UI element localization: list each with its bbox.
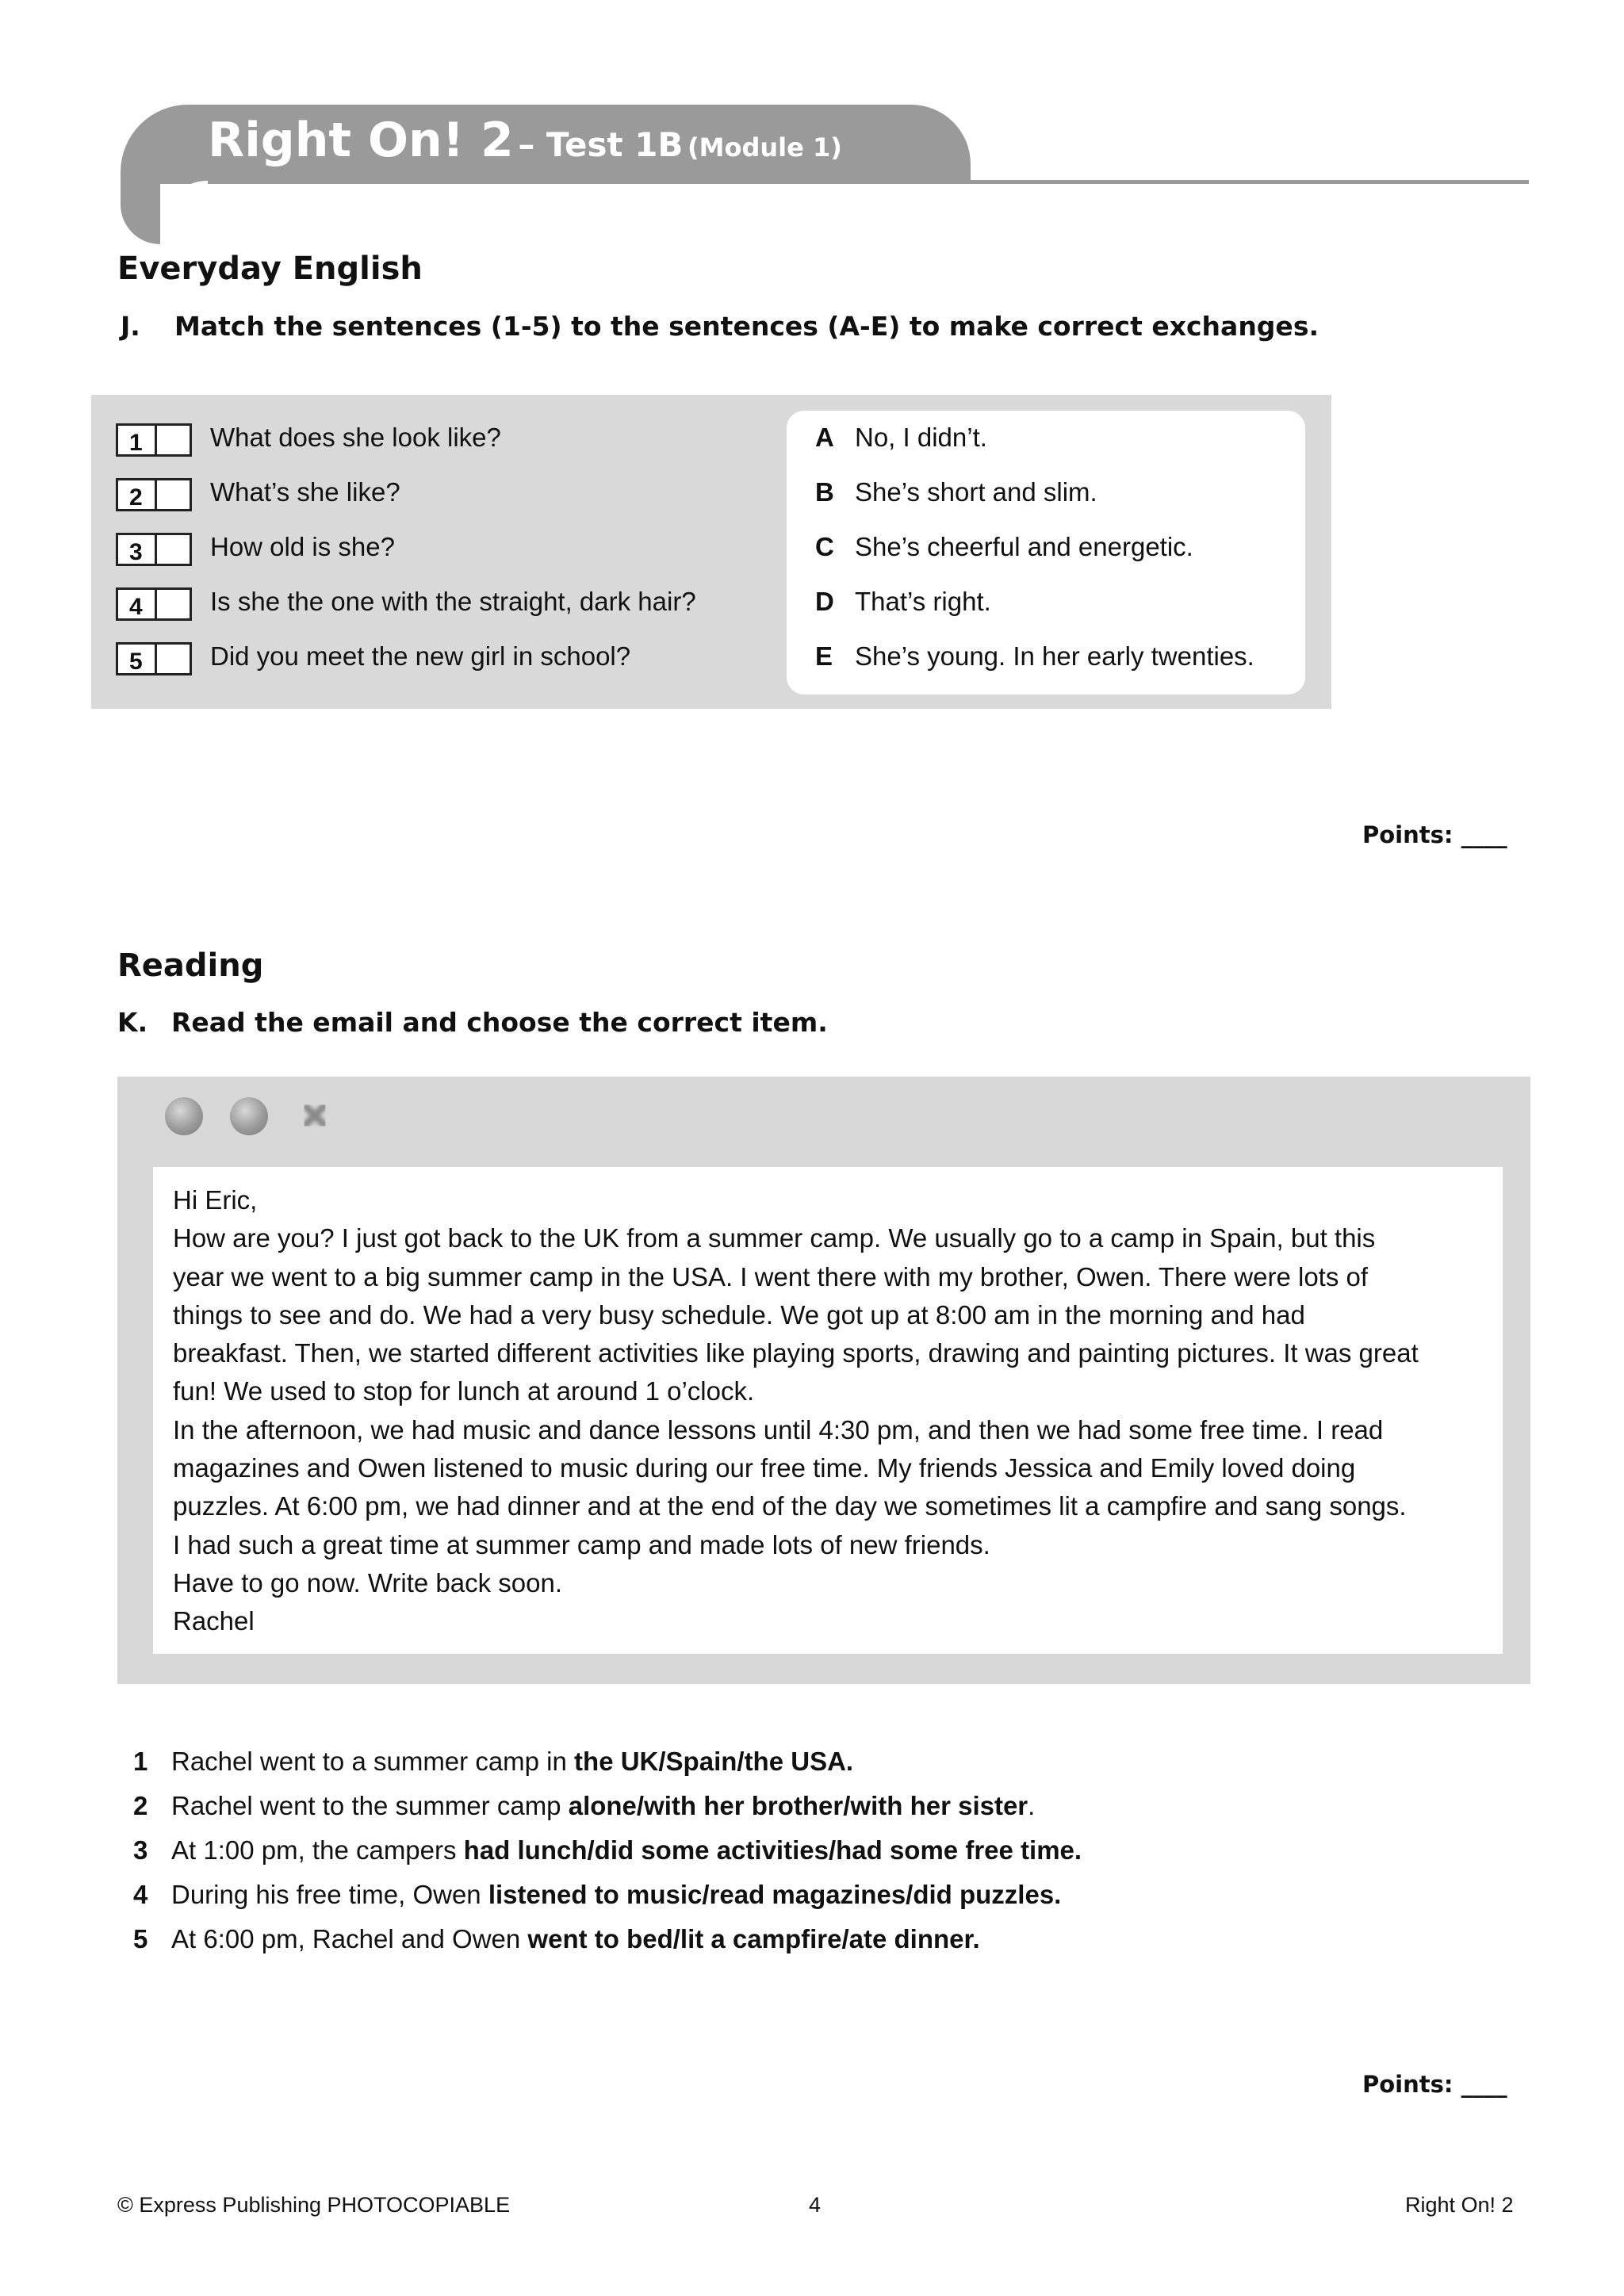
answer-box-5[interactable] <box>116 642 192 675</box>
item-options[interactable]: alone/with her brother/with her sister <box>568 1791 1028 1820</box>
task-k-instruction <box>117 1007 828 1038</box>
answer-letter: C <box>815 532 834 561</box>
answer-letter: E <box>815 641 833 671</box>
task-k-letter: K. <box>117 1007 148 1038</box>
reading-item-5 <box>133 1923 980 1955</box>
footer-book-title: Right On! 2 <box>1405 2193 1514 2217</box>
item-text: During his free time, Owen <box>171 1880 488 1909</box>
answer-box-4[interactable] <box>116 587 192 621</box>
question-text: Is she the one with the straight, dark hair? <box>210 587 696 616</box>
window-button-icon <box>165 1097 203 1135</box>
email-line: fun! We used to stop for lunch at around 1 o’clock. <box>173 1376 755 1406</box>
email-line: Hi Eric, <box>173 1185 258 1215</box>
answer-text: She’s cheerful and energetic. <box>855 532 1193 561</box>
question-text: What does she look like? <box>210 423 501 452</box>
task-j-text: Match the sentences (1-5) to the sentences (A-E) to make correct exchanges. <box>174 311 1319 342</box>
item-text: At 1:00 pm, the campers <box>171 1835 464 1865</box>
item-number: 2 <box>133 1791 148 1820</box>
points-j: Points: ____ <box>1362 821 1507 848</box>
question-number: 3 <box>129 539 143 565</box>
question-number: 4 <box>129 594 143 620</box>
email-line: breakfast. Then, we started different activities like playing sports, drawing and painting pictures. It was great <box>173 1338 1419 1368</box>
task-j-instruction <box>121 311 1319 342</box>
header-rule <box>971 180 1529 184</box>
answer-text: No, I didn’t. <box>855 423 987 452</box>
item-options[interactable]: the UK/Spain/the USA. <box>574 1747 854 1776</box>
answer-text: She’s young. In her early twenties. <box>855 641 1254 671</box>
header-tab-curve-cut <box>160 181 208 246</box>
reading-item-2 <box>133 1790 1035 1822</box>
task-k-text: Read the email and choose the correct item. <box>171 1007 828 1038</box>
item-number: 5 <box>133 1924 148 1954</box>
box-divider <box>155 426 157 454</box>
window-button-icon <box>230 1097 268 1135</box>
reading-item-4 <box>133 1879 1061 1911</box>
box-divider <box>155 645 157 673</box>
question-text: Did you meet the new girl in school? <box>210 641 631 671</box>
answer-box-1[interactable] <box>116 423 192 457</box>
answer-text: She’s short and slim. <box>855 477 1097 507</box>
title-test: – Test 1B <box>518 125 684 164</box>
item-text: At 6:00 pm, Rachel and Owen <box>171 1924 528 1954</box>
email-line: things to see and do. We had a very busy schedule. We got up at 8:00 am in the morning and had <box>173 1299 1305 1330</box>
answer-letter: A <box>815 423 834 452</box>
points-k: Points: ____ <box>1362 2071 1507 2098</box>
page-title <box>208 113 842 168</box>
footer-page-number: 4 <box>809 2193 822 2217</box>
question-text: What’s she like? <box>210 477 400 507</box>
box-divider <box>155 480 157 509</box>
answer-text: That’s right. <box>855 587 991 616</box>
email-line: magazines and Owen listened to music during our free time. My friends Jessica and Emily loved doing <box>173 1453 1356 1483</box>
item-options[interactable]: listened to music/read magazines/did puzzles. <box>488 1880 1062 1909</box>
reading-item-1 <box>133 1746 853 1777</box>
section-heading-everyday-english: Everyday English <box>117 251 423 287</box>
email-line: Rachel <box>173 1606 255 1636</box>
answer-box-3[interactable] <box>116 533 192 566</box>
answer-letter: B <box>815 477 834 507</box>
email-line: puzzles. At 6:00 pm, we had dinner and at the end of the day we sometimes lit a campfire and sang songs. <box>173 1491 1407 1521</box>
question-number: 5 <box>129 649 143 675</box>
item-text: Rachel went to the summer camp <box>171 1791 569 1820</box>
footer-copyright: © Express Publishing PHOTOCOPIABLE <box>117 2193 511 2217</box>
answer-letter: D <box>815 587 834 616</box>
item-number: 1 <box>133 1747 148 1776</box>
item-options[interactable]: had lunch/did some activities/had some free time. <box>463 1835 1082 1865</box>
email-line: year we went to a big summer camp in the USA. I went there with my brother, Owen. There were lots of <box>173 1261 1369 1292</box>
email-line: Have to go now. Write back soon. <box>173 1567 562 1598</box>
title-main: Right On! 2 <box>208 113 514 168</box>
item-number: 4 <box>133 1880 148 1909</box>
email-line: How are you? I just got back to the UK from a summer camp. We usually go to a camp in Spain, but this <box>173 1223 1376 1253</box>
window-close-icon <box>297 1097 333 1134</box>
question-number: 2 <box>129 484 143 511</box>
answer-box-2[interactable] <box>116 478 192 511</box>
task-j-letter: J. <box>121 311 140 342</box>
question-text: How old is she? <box>210 532 395 561</box>
box-divider <box>155 590 157 618</box>
item-tail: . <box>1028 1791 1036 1820</box>
question-number: 1 <box>129 430 143 456</box>
section-heading-reading: Reading <box>117 947 264 984</box>
reading-item-3 <box>133 1835 1082 1866</box>
title-module: (Module 1) <box>688 132 842 163</box>
email-line: I had such a great time at summer camp and made lots of new friends. <box>173 1529 990 1559</box>
item-number: 3 <box>133 1835 148 1865</box>
email-text <box>173 1181 1497 1641</box>
item-options[interactable]: went to bed/lit a campfire/ate dinner. <box>527 1924 980 1954</box>
header-tab-curve <box>121 181 160 244</box>
item-text: Rachel went to a summer camp in <box>171 1747 575 1776</box>
box-divider <box>155 535 157 564</box>
email-line: In the afternoon, we had music and dance lessons until 4:30 pm, and then we had some free time. I read <box>173 1414 1384 1445</box>
